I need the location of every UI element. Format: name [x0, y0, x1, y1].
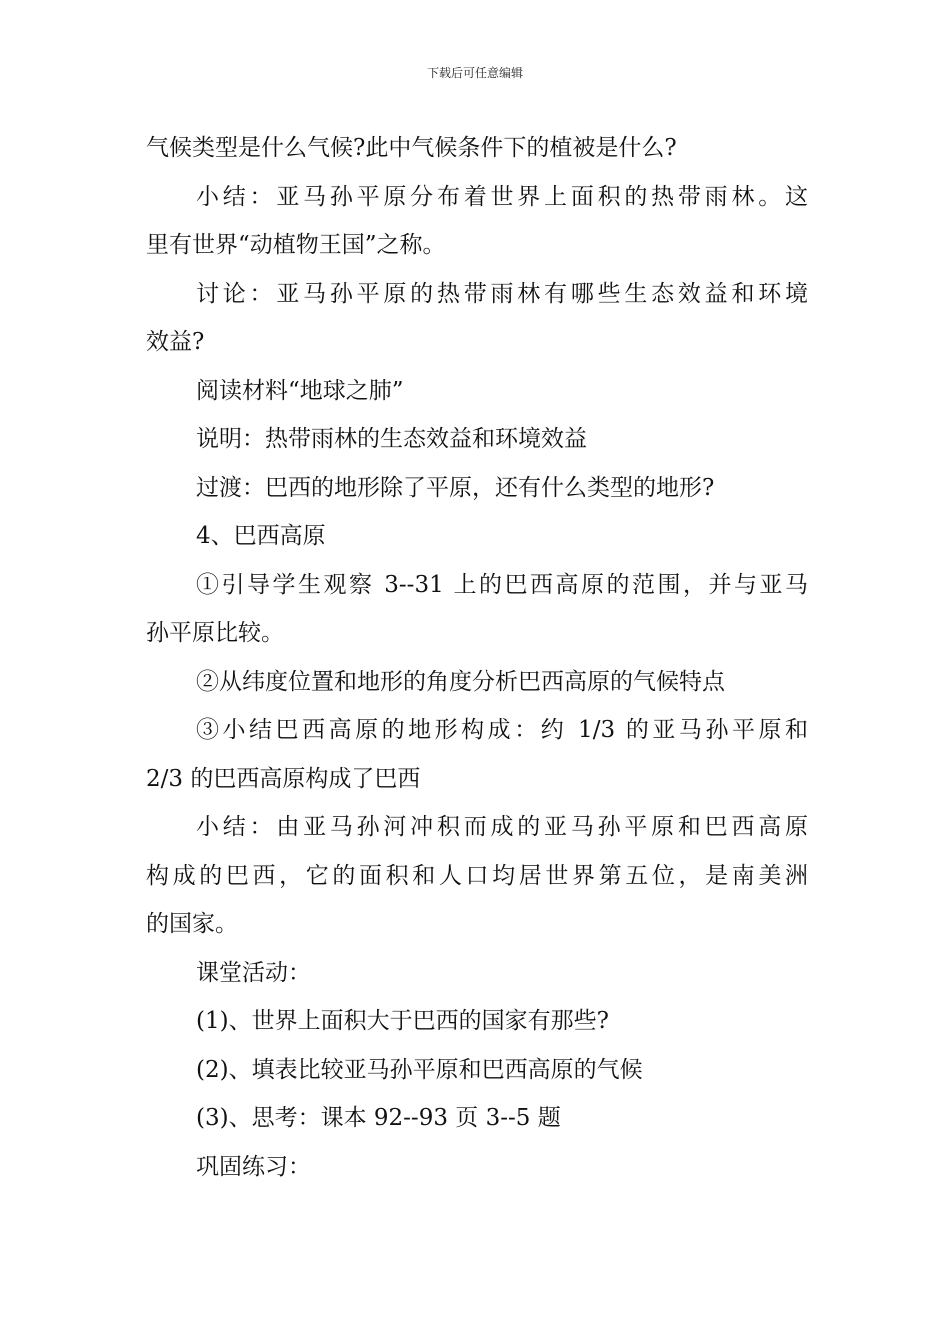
paragraph-line: 巩固练习： [196, 1153, 311, 1180]
paragraph-line: ③小结巴西高原的地形构成：约 1/3 的亚马孙平原和 [196, 717, 808, 743]
paragraph-line: 说明：热带雨林的生态效益和环境效益 [196, 426, 587, 452]
list-item: (3)、思考：课本 92--93 页 3--5 题 [196, 1105, 561, 1131]
paragraph-line: 里有世界“动植物王国”之称。 [146, 232, 446, 258]
paragraph-line: 小结：由亚马孙河冲积而成的亚马孙平原和巴西高原 [196, 814, 808, 840]
page-header: 下载后可任意编辑 [426, 66, 523, 80]
list-item: (1)、世界上面积大于巴西的国家有那些? [196, 1008, 609, 1034]
list-item: (2)、填表比较亚马孙平原和巴西高原的气候 [196, 1056, 643, 1083]
paragraph-line: 效益? [146, 329, 205, 355]
paragraph-line: 过渡：巴西的地形除了平原，还有什么类型的地形? [196, 474, 715, 501]
paragraph-line: ①引导学生观察 3--31 上的巴西高原的范围，并与亚马 [196, 571, 808, 598]
document-body [146, 124, 808, 1191]
paragraph-line: 阅读材料“地球之肺” [196, 377, 404, 404]
paragraph-line: 孙平原比较。 [146, 620, 284, 646]
paragraph-line: 构成的巴西，它的面积和人口均居世界第五位，是南美洲 [146, 862, 808, 889]
paragraph-line: 课堂活动： [196, 959, 311, 986]
section-heading: 4、巴西高原 [196, 523, 326, 549]
paragraph-line: 小结：亚马孙平原分布着世界上面积的热带雨林。这 [196, 183, 808, 210]
paragraph-line: 气候类型是什么气候?此中气候条件下的植被是什么? [146, 135, 677, 161]
paragraph-line: 讨论：亚马孙平原的热带雨林有哪些生态效益和环境 [196, 280, 808, 307]
paragraph-line: ②从纬度位置和地形的角度分析巴西高原的气候特点 [196, 668, 725, 695]
paragraph-line: 2/3 的巴西高原构成了巴西 [146, 765, 421, 792]
paragraph-line: 的国家。 [146, 911, 238, 937]
